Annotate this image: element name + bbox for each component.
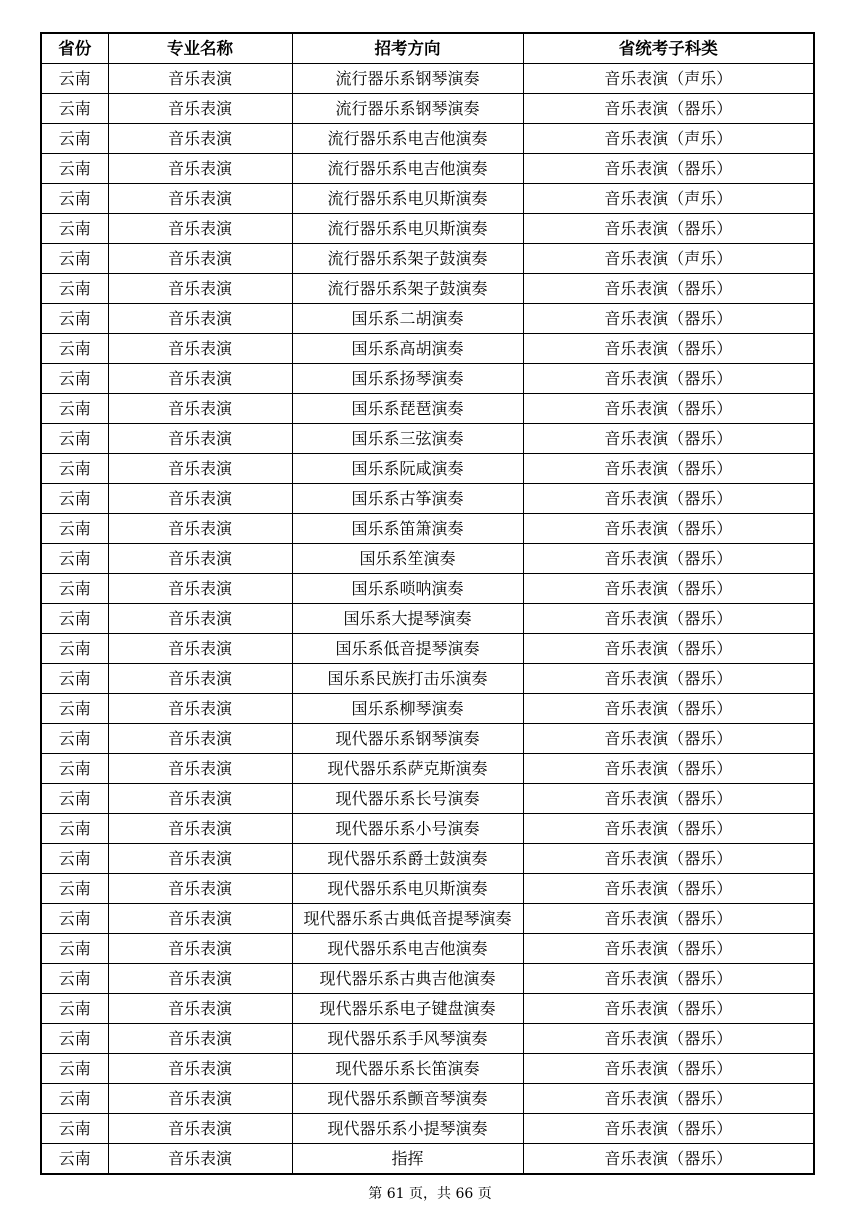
cell-direction: 流行器乐系电贝斯演奏	[292, 214, 523, 244]
cell-direction: 指挥	[292, 1144, 523, 1175]
table-row	[41, 184, 814, 214]
table-row	[41, 64, 814, 94]
table-row	[41, 274, 814, 304]
cell-subcategory: 音乐表演（器乐）	[523, 574, 814, 604]
cell-direction: 现代器乐系长号演奏	[292, 784, 523, 814]
table-row	[41, 244, 814, 274]
cell-major: 音乐表演	[108, 604, 292, 634]
cell-direction: 现代器乐系萨克斯演奏	[292, 754, 523, 784]
cell-direction: 国乐系大提琴演奏	[292, 604, 523, 634]
cell-major: 音乐表演	[108, 424, 292, 454]
table-row	[41, 364, 814, 394]
cell-province: 云南	[41, 334, 108, 364]
cell-major: 音乐表演	[108, 544, 292, 574]
table-row	[41, 124, 814, 154]
cell-province: 云南	[41, 574, 108, 604]
cell-subcategory: 音乐表演（器乐）	[523, 814, 814, 844]
cell-subcategory: 音乐表演（器乐）	[523, 964, 814, 994]
cell-major: 音乐表演	[108, 394, 292, 424]
table-row	[41, 604, 814, 634]
cell-major: 音乐表演	[108, 1024, 292, 1054]
cell-direction: 国乐系扬琴演奏	[292, 364, 523, 394]
cell-direction: 国乐系阮咸演奏	[292, 454, 523, 484]
cell-major: 音乐表演	[108, 964, 292, 994]
table-row	[41, 994, 814, 1024]
table-row	[41, 544, 814, 574]
table-row	[41, 214, 814, 244]
header-province: 省份	[41, 33, 108, 64]
cell-direction: 现代器乐系古典吉他演奏	[292, 964, 523, 994]
cell-subcategory: 音乐表演（器乐）	[523, 274, 814, 304]
table-row	[41, 1054, 814, 1084]
cell-major: 音乐表演	[108, 694, 292, 724]
table-row	[41, 724, 814, 754]
cell-direction: 现代器乐系电子键盘演奏	[292, 994, 523, 1024]
table-row	[41, 574, 814, 604]
cell-direction: 国乐系高胡演奏	[292, 334, 523, 364]
cell-province: 云南	[41, 1084, 108, 1114]
cell-direction: 现代器乐系小号演奏	[292, 814, 523, 844]
cell-direction: 现代器乐系钢琴演奏	[292, 724, 523, 754]
cell-province: 云南	[41, 274, 108, 304]
cell-major: 音乐表演	[108, 634, 292, 664]
cell-province: 云南	[41, 994, 108, 1024]
cell-province: 云南	[41, 484, 108, 514]
cell-subcategory: 音乐表演（器乐）	[523, 784, 814, 814]
cell-major: 音乐表演	[108, 214, 292, 244]
cell-subcategory: 音乐表演（器乐）	[523, 484, 814, 514]
cell-direction: 流行器乐系架子鼓演奏	[292, 274, 523, 304]
cell-direction: 现代器乐系电吉他演奏	[292, 934, 523, 964]
cell-subcategory: 音乐表演（器乐）	[523, 604, 814, 634]
cell-province: 云南	[41, 664, 108, 694]
cell-major: 音乐表演	[108, 1084, 292, 1114]
table-row	[41, 1024, 814, 1054]
cell-direction: 国乐系民族打击乐演奏	[292, 664, 523, 694]
cell-direction: 现代器乐系颤音琴演奏	[292, 1084, 523, 1114]
cell-subcategory: 音乐表演（器乐）	[523, 1114, 814, 1144]
cell-direction: 现代器乐系小提琴演奏	[292, 1114, 523, 1144]
cell-major: 音乐表演	[108, 874, 292, 904]
cell-direction: 现代器乐系手风琴演奏	[292, 1024, 523, 1054]
table-row	[41, 94, 814, 124]
cell-province: 云南	[41, 94, 108, 124]
cell-direction: 流行器乐系钢琴演奏	[292, 64, 523, 94]
cell-major: 音乐表演	[108, 934, 292, 964]
cell-subcategory: 音乐表演（器乐）	[523, 154, 814, 184]
cell-direction: 现代器乐系电贝斯演奏	[292, 874, 523, 904]
cell-subcategory: 音乐表演（声乐）	[523, 64, 814, 94]
cell-subcategory: 音乐表演（器乐）	[523, 664, 814, 694]
cell-direction: 国乐系琵琶演奏	[292, 394, 523, 424]
cell-province: 云南	[41, 514, 108, 544]
cell-province: 云南	[41, 814, 108, 844]
table-row	[41, 1084, 814, 1114]
cell-direction: 现代器乐系爵士鼓演奏	[292, 844, 523, 874]
cell-subcategory: 音乐表演（声乐）	[523, 184, 814, 214]
cell-province: 云南	[41, 64, 108, 94]
cell-major: 音乐表演	[108, 1054, 292, 1084]
cell-major: 音乐表演	[108, 724, 292, 754]
cell-subcategory: 音乐表演（器乐）	[523, 544, 814, 574]
cell-direction: 国乐系古筝演奏	[292, 484, 523, 514]
table-row	[41, 1114, 814, 1144]
cell-subcategory: 音乐表演（器乐）	[523, 304, 814, 334]
cell-major: 音乐表演	[108, 754, 292, 784]
cell-province: 云南	[41, 454, 108, 484]
table-row	[41, 154, 814, 184]
cell-direction: 国乐系唢呐演奏	[292, 574, 523, 604]
cell-province: 云南	[41, 304, 108, 334]
cell-major: 音乐表演	[108, 814, 292, 844]
page-footer: 第 61 页，共 66 页	[368, 1186, 492, 1202]
table-row	[41, 394, 814, 424]
cell-major: 音乐表演	[108, 184, 292, 214]
table-row	[41, 514, 814, 544]
cell-major: 音乐表演	[108, 124, 292, 154]
cell-direction: 流行器乐系电吉他演奏	[292, 154, 523, 184]
cell-province: 云南	[41, 1114, 108, 1144]
cell-subcategory: 音乐表演（器乐）	[523, 1024, 814, 1054]
cell-direction: 国乐系笙演奏	[292, 544, 523, 574]
header-direction: 招考方向	[292, 33, 523, 64]
cell-major: 音乐表演	[108, 664, 292, 694]
cell-subcategory: 音乐表演（器乐）	[523, 904, 814, 934]
table-row	[41, 694, 814, 724]
cell-subcategory: 音乐表演（器乐）	[523, 874, 814, 904]
cell-province: 云南	[41, 844, 108, 874]
table-row	[41, 634, 814, 664]
cell-major: 音乐表演	[108, 454, 292, 484]
cell-major: 音乐表演	[108, 514, 292, 544]
cell-province: 云南	[41, 244, 108, 274]
cell-direction: 国乐系柳琴演奏	[292, 694, 523, 724]
cell-province: 云南	[41, 184, 108, 214]
cell-province: 云南	[41, 124, 108, 154]
cell-direction: 国乐系笛箫演奏	[292, 514, 523, 544]
table-row	[41, 874, 814, 904]
cell-province: 云南	[41, 724, 108, 754]
cell-subcategory: 音乐表演（器乐）	[523, 724, 814, 754]
cell-direction: 现代器乐系长笛演奏	[292, 1054, 523, 1084]
cell-major: 音乐表演	[108, 574, 292, 604]
cell-major: 音乐表演	[108, 64, 292, 94]
cell-major: 音乐表演	[108, 334, 292, 364]
cell-direction: 国乐系三弦演奏	[292, 424, 523, 454]
cell-province: 云南	[41, 934, 108, 964]
cell-major: 音乐表演	[108, 844, 292, 874]
table-row	[41, 334, 814, 364]
cell-subcategory: 音乐表演（器乐）	[523, 634, 814, 664]
cell-subcategory: 音乐表演（器乐）	[523, 1084, 814, 1114]
cell-subcategory: 音乐表演（器乐）	[523, 514, 814, 544]
cell-direction: 流行器乐系钢琴演奏	[292, 94, 523, 124]
table-body	[41, 64, 814, 1175]
cell-province: 云南	[41, 784, 108, 814]
cell-province: 云南	[41, 424, 108, 454]
cell-major: 音乐表演	[108, 94, 292, 124]
table-row	[41, 784, 814, 814]
table-row	[41, 754, 814, 784]
cell-subcategory: 音乐表演（器乐）	[523, 94, 814, 124]
table-header-row	[41, 33, 814, 64]
table-row	[41, 424, 814, 454]
header-subcategory: 省统考子科类	[523, 33, 814, 64]
cell-subcategory: 音乐表演（器乐）	[523, 934, 814, 964]
table-row	[41, 814, 814, 844]
cell-province: 云南	[41, 544, 108, 574]
cell-subcategory: 音乐表演（器乐）	[523, 754, 814, 784]
cell-province: 云南	[41, 1024, 108, 1054]
cell-subcategory: 音乐表演（器乐）	[523, 454, 814, 484]
cell-province: 云南	[41, 754, 108, 784]
cell-subcategory: 音乐表演（器乐）	[523, 214, 814, 244]
cell-subcategory: 音乐表演（器乐）	[523, 694, 814, 724]
cell-province: 云南	[41, 604, 108, 634]
cell-major: 音乐表演	[108, 154, 292, 184]
cell-major: 音乐表演	[108, 304, 292, 334]
table-row	[41, 1144, 814, 1175]
cell-direction: 国乐系二胡演奏	[292, 304, 523, 334]
cell-province: 云南	[41, 1054, 108, 1084]
cell-province: 云南	[41, 364, 108, 394]
cell-subcategory: 音乐表演（器乐）	[523, 394, 814, 424]
cell-major: 音乐表演	[108, 784, 292, 814]
table-row	[41, 934, 814, 964]
cell-major: 音乐表演	[108, 244, 292, 274]
cell-province: 云南	[41, 1144, 108, 1175]
table-row	[41, 304, 814, 334]
cell-subcategory: 音乐表演（器乐）	[523, 424, 814, 454]
table-row	[41, 664, 814, 694]
cell-province: 云南	[41, 964, 108, 994]
cell-major: 音乐表演	[108, 274, 292, 304]
cell-subcategory: 音乐表演（声乐）	[523, 124, 814, 154]
cell-major: 音乐表演	[108, 904, 292, 934]
table-row	[41, 964, 814, 994]
cell-subcategory: 音乐表演（器乐）	[523, 844, 814, 874]
cell-major: 音乐表演	[108, 364, 292, 394]
cell-direction: 国乐系低音提琴演奏	[292, 634, 523, 664]
cell-province: 云南	[41, 214, 108, 244]
cell-subcategory: 音乐表演（器乐）	[523, 364, 814, 394]
cell-subcategory: 音乐表演（声乐）	[523, 244, 814, 274]
header-major: 专业名称	[108, 33, 292, 64]
cell-subcategory: 音乐表演（器乐）	[523, 1144, 814, 1175]
cell-subcategory: 音乐表演（器乐）	[523, 334, 814, 364]
table-row	[41, 454, 814, 484]
cell-province: 云南	[41, 634, 108, 664]
cell-major: 音乐表演	[108, 994, 292, 1024]
table-row	[41, 844, 814, 874]
cell-major: 音乐表演	[108, 484, 292, 514]
cell-province: 云南	[41, 154, 108, 184]
cell-subcategory: 音乐表演（器乐）	[523, 1054, 814, 1084]
table-row	[41, 484, 814, 514]
cell-province: 云南	[41, 694, 108, 724]
cell-direction: 现代器乐系古典低音提琴演奏	[292, 904, 523, 934]
cell-direction: 流行器乐系电吉他演奏	[292, 124, 523, 154]
cell-subcategory: 音乐表演（器乐）	[523, 994, 814, 1024]
table-row	[41, 904, 814, 934]
enrollment-table	[40, 32, 815, 1175]
cell-direction: 流行器乐系架子鼓演奏	[292, 244, 523, 274]
cell-major: 音乐表演	[108, 1144, 292, 1175]
cell-province: 云南	[41, 904, 108, 934]
cell-direction: 流行器乐系电贝斯演奏	[292, 184, 523, 214]
cell-major: 音乐表演	[108, 1114, 292, 1144]
cell-province: 云南	[41, 874, 108, 904]
cell-province: 云南	[41, 394, 108, 424]
